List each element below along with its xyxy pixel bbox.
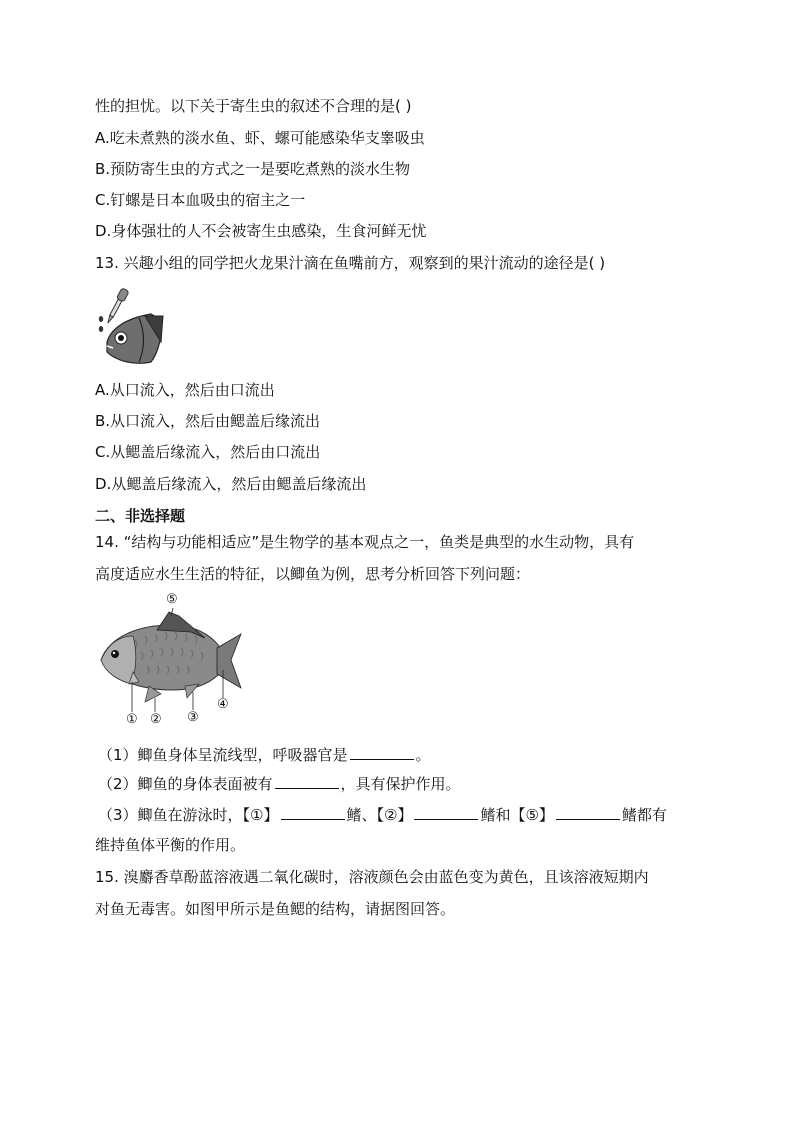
q14-sub1-text: （1）鲫鱼身体呈流线型，呼吸器官是	[98, 746, 348, 764]
label-2: ②	[150, 712, 162, 727]
q13-option-c: C.从鳃盖后缘流入，然后由口流出	[95, 443, 321, 461]
q13-option-b: B.从口流入，然后由鳃盖后缘流出	[95, 412, 321, 430]
q14-sub3-line2: 维持鱼体平衡的作用。	[95, 836, 246, 854]
q14-sub3-d: 鳍都有	[621, 806, 667, 824]
answer-blank-4[interactable]	[414, 805, 478, 820]
answer-blank-3[interactable]	[281, 805, 345, 820]
q15-line1: 15. 溴麝香草酚蓝溶液遇二氧化碳时，溶液颜色会由蓝色变为黄色，且该溶液短期内	[95, 868, 649, 886]
answer-blank-5[interactable]	[556, 805, 620, 820]
dropper-fish-head-icon	[93, 286, 165, 368]
q15-line2: 对鱼无毒害。如图甲所示是鱼鳃的结构，请据图回答。	[95, 900, 456, 918]
section-title: 二、非选择题	[95, 507, 186, 525]
q12-option-c: C.钉螺是日本血吸虫的宿主之一	[95, 191, 306, 209]
q14-sub3	[98, 805, 667, 825]
q14-sub2-end: ，具有保护作用。	[340, 775, 461, 793]
answer-blank-2[interactable]	[275, 774, 339, 789]
q14-sub3-a: （3）鲫鱼在游泳时，【①】	[98, 806, 279, 824]
q12-option-a: A.吃未煮熟的淡水鱼、虾、螺可能感染华支睾吸虫	[95, 129, 425, 147]
q14-sub2	[98, 774, 461, 794]
label-5: ⑤	[166, 592, 178, 607]
q13-option-a: A.从口流入，然后由口流出	[95, 381, 275, 399]
label-1: ①	[126, 712, 138, 727]
q14-sub3-c: 鳍和【⑤】	[480, 806, 554, 824]
answer-blank-1[interactable]	[350, 745, 414, 760]
q13-option-d: D.从鳃盖后缘流入，然后由鳃盖后缘流出	[95, 475, 367, 493]
q12-stem-tail: 性的担忧。以下关于寄生虫的叙述不合理的是( )	[95, 97, 412, 115]
q12-option-b: B.预防寄生虫的方式之一是要吃煮熟的淡水生物	[95, 160, 411, 178]
q14-sub3-b: 鳍、【②】	[346, 806, 413, 824]
q14-stem-line2: 高度适应水生生活的特征，以鲫鱼为例，思考分析回答下列问题：	[95, 565, 531, 583]
label-3: ③	[187, 710, 199, 725]
q13-stem: 13. 兴趣小组的同学把火龙果汁滴在鱼嘴前方，观察到的果汁流动的途径是( )	[95, 254, 606, 272]
q12-option-d: D.身体强壮的人不会被寄生虫感染，生食河鲜无忧	[95, 222, 427, 240]
q14-sub2-text: （2）鲫鱼的身体表面被有	[98, 775, 273, 793]
q14-stem-line1: 14. “结构与功能相适应”是生物学的基本观点之一，鱼类是典型的水生动物，具有	[95, 533, 635, 551]
q14-sub1-end: 。	[415, 746, 431, 764]
label-4: ④	[217, 697, 229, 712]
q14-sub1	[98, 745, 431, 765]
